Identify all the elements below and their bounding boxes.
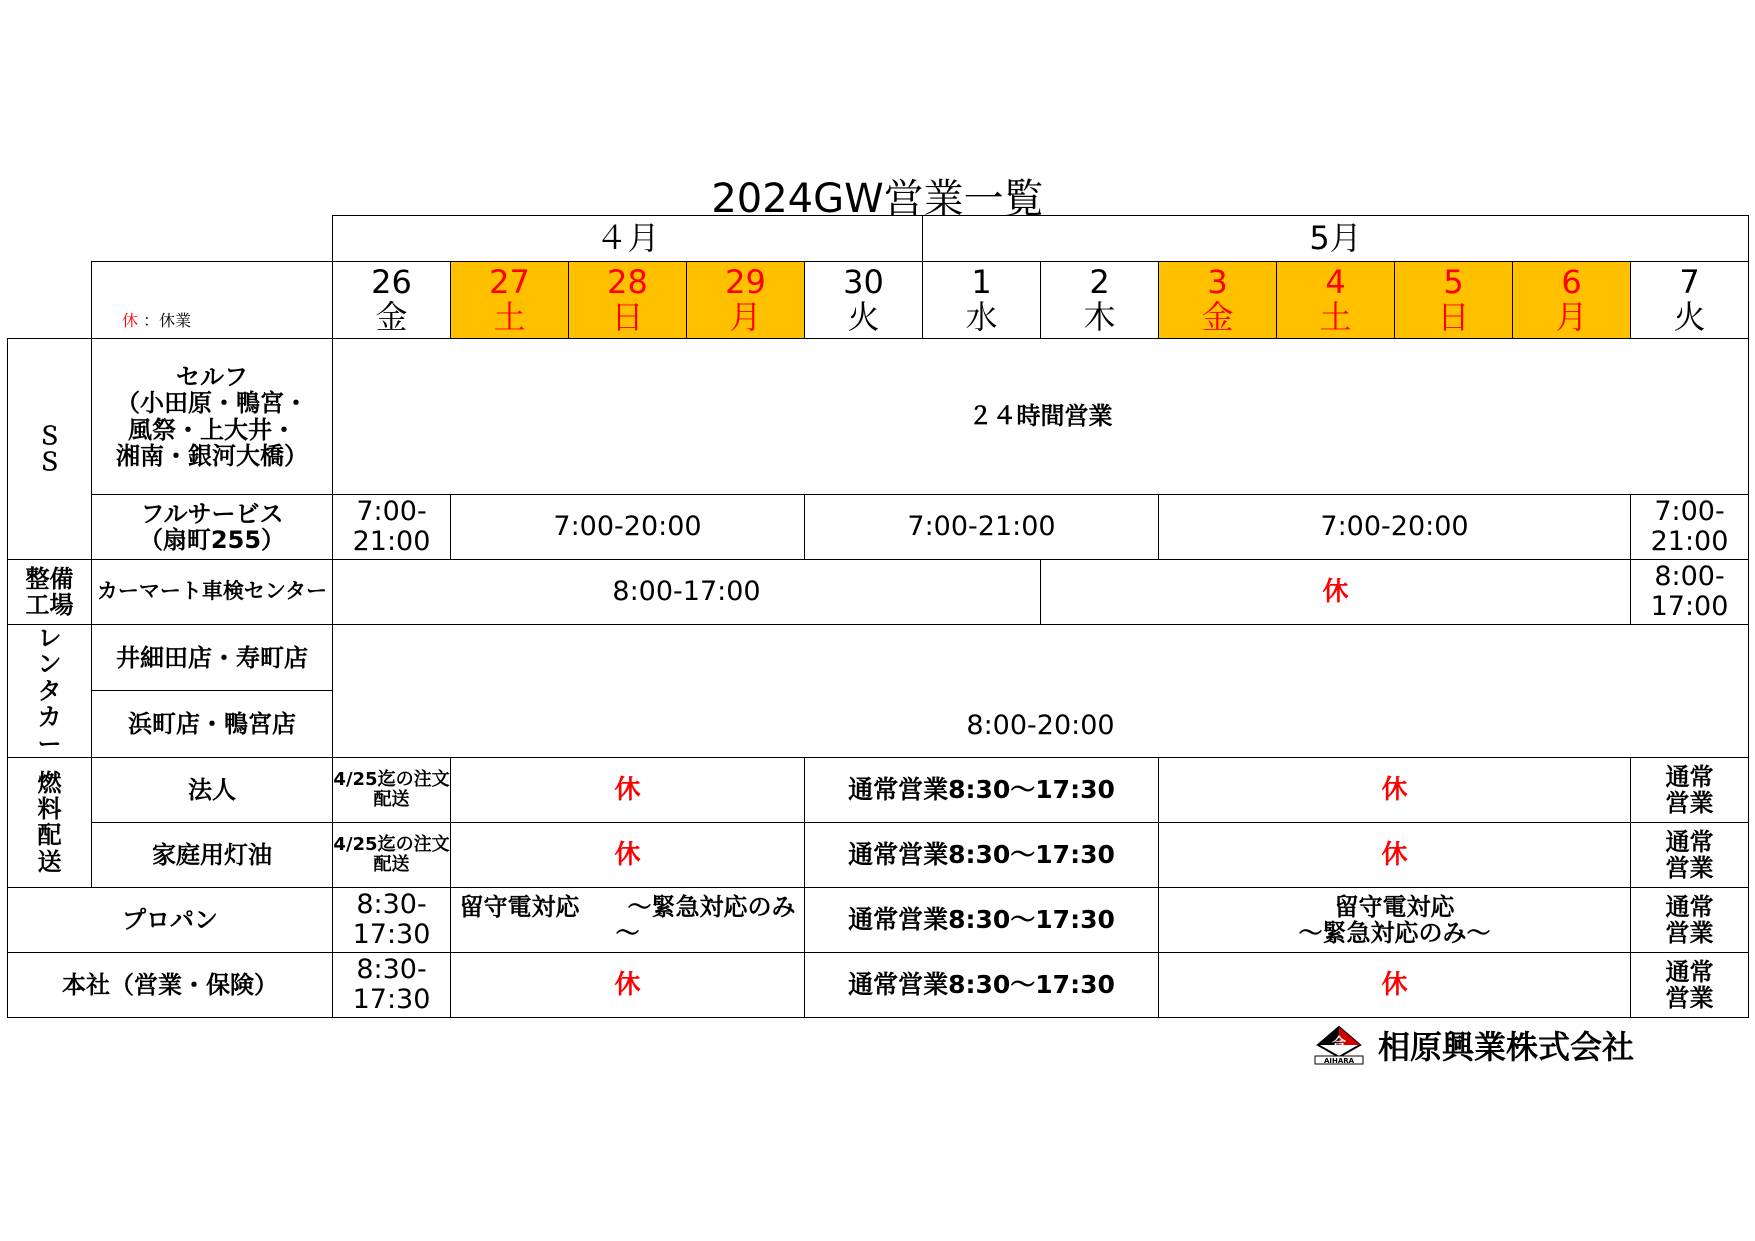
day-cell: 2 木 [1041,262,1159,339]
row-ss-self [8,339,1749,495]
row-propane [8,887,1749,952]
ss-full-d7: 7:00-21:00 [1631,495,1749,560]
legend-symbol: 休 [122,311,139,331]
group-fuel: 燃料配送 [8,757,92,887]
ss-full-d26: 7:00-21:00 [333,495,451,560]
fuel-hojin-d26: 4/25迄の注文配送 [333,757,451,822]
svg-text:合: 合 [1332,1036,1346,1052]
row-ss-full [8,495,1749,560]
fuel-hojin-d7: 通常営業 [1631,757,1749,822]
propane-d30-2: 通常営業8:30～17:30 [805,887,1159,952]
rental-hours: 8:00-20:00 [333,625,1749,758]
company-name: 相原興業株式会社 [1378,1028,1635,1066]
company-logo [1312,1025,1634,1065]
propane-d3-6: 留守電対応 ～緊急対応のみ～ [1159,887,1631,952]
ss-self-hours: ２４時間営業 [333,339,1749,495]
ss-self-name: セルフ （小田原・鴨宮・ 風祭・上大井・ 湘南・銀河大橋） [92,339,333,495]
day-cell: 1 水 [923,262,1041,339]
day-cell: 3 金 [1159,262,1277,339]
honsha-name: 本社（営業・保険） [8,952,333,1017]
honsha-d3-6: 休 [1159,952,1631,1017]
fuel-touyu-d30-2: 通常営業8:30～17:30 [805,822,1159,887]
month-row [8,216,1749,262]
propane-d27-29: 留守電対応 ～緊急対応のみ～ [451,887,805,952]
group-ss: ＳＳ [8,339,92,560]
fuel-touyu-d27-29: 休 [451,822,805,887]
day-cell: 4 土 [1277,262,1395,339]
day-cell: 28 日 [569,262,687,339]
ss-full-name: フルサービス （扇町255） [92,495,333,560]
row-seibi [8,560,1749,625]
seibi-d7: 8:00-17:00 [1631,560,1749,625]
rental-r2-name: 浜町店・鴨宮店 [92,691,333,757]
fuel-touyu-name: 家庭用灯油 [92,822,333,887]
month-may: 5月 [923,216,1749,262]
fuel-hojin-d27-29: 休 [451,757,805,822]
group-seibi: 整備工場 [8,560,92,625]
day-cell: 30 火 [805,262,923,339]
schedule-table [7,215,1749,1018]
day-row [8,262,1749,339]
rental-r1-name: 井細田店・寿町店 [92,625,333,691]
legend [92,262,333,339]
honsha-d26: 8:30-17:30 [333,952,451,1017]
company-mark-icon [1312,1025,1366,1065]
day-cell: 27 土 [451,262,569,339]
seibi-d26-1: 8:00-17:00 [333,560,1041,625]
seibi-name: カーマート車検センター [92,560,333,625]
row-fuel-hojin [8,757,1749,822]
honsha-d27-29: 休 [451,952,805,1017]
fuel-touyu-d3-6: 休 [1159,822,1631,887]
fuel-touyu-d7: 通常営業 [1631,822,1749,887]
day-cell: 5 日 [1395,262,1513,339]
fuel-hojin-name: 法人 [92,757,333,822]
day-cell: 7 火 [1631,262,1749,339]
page-title: 2024GW営業一覧 [711,176,1044,222]
propane-d26: 8:30-17:30 [333,887,451,952]
day-cell: 29 月 [687,262,805,339]
day-cell: 6 月 [1513,262,1631,339]
row-fuel-touyu [8,822,1749,887]
honsha-d7: 通常営業 [1631,952,1749,1017]
svg-text:AIHARA: AIHARA [1323,1057,1355,1065]
row-honsha [8,952,1749,1017]
fuel-touyu-d26: 4/25迄の注文配送 [333,822,451,887]
row-rental-1 [8,625,1749,691]
propane-d7: 通常営業 [1631,887,1749,952]
ss-full-d27-29: 7:00-20:00 [451,495,805,560]
month-april: ４月 [333,216,923,262]
honsha-d30-2: 通常営業8:30～17:30 [805,952,1159,1017]
day-cell: 26 金 [333,262,451,339]
fuel-hojin-d30-2: 通常営業8:30～17:30 [805,757,1159,822]
ss-full-d30-2: 7:00-21:00 [805,495,1159,560]
propane-name: プロパン [8,887,333,952]
legend-text: ：休業 [143,311,192,331]
group-rental: レンタカー [8,625,92,758]
fuel-hojin-d3-6: 休 [1159,757,1631,822]
seibi-d2-6: 休 [1041,560,1631,625]
ss-full-d3-6: 7:00-20:00 [1159,495,1631,560]
